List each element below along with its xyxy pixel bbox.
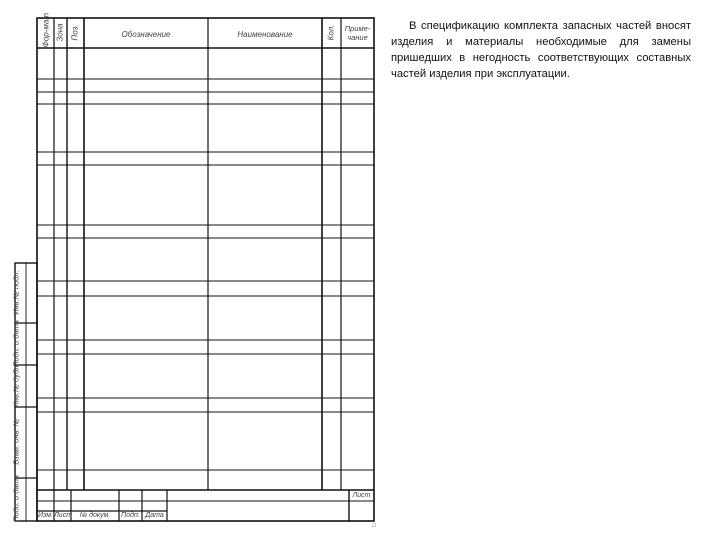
col-name-header: Наименование (237, 30, 293, 39)
side-stamp-inv-orig: Инв.№ подл. (11, 270, 21, 315)
title-sheet-number-label: Лист (352, 492, 371, 499)
title-date-label: Дата (145, 512, 164, 519)
side-stamp-inv-dubl: Инв.№ дубл. (11, 363, 21, 408)
title-change-label: Изм. (38, 512, 53, 519)
col-designation-header: Обозначение (121, 30, 171, 39)
col-quantity-header: Кол. (326, 24, 336, 41)
description-text: В спецификацию комплекта запасных частей вносят изделия и материалы необходимые для замены пришедших в негодность соответствующих составных частей изделия при эксплуатации. (391, 20, 691, 80)
col-zone-header: Зона (55, 23, 65, 42)
side-stamp-sign-date-2: Подп. и дата (11, 475, 21, 522)
col-format-header: Фор-мат (41, 12, 51, 48)
side-stamp-vzam-inv: Взам. инв. № (11, 418, 21, 465)
title-signature-label: Подп. (121, 512, 140, 519)
page-number: 11 (371, 523, 377, 529)
title-doc-no-label: № докум. (79, 512, 111, 519)
col-position-header: Поз. (70, 24, 80, 41)
col-note-header: Приме-чание (344, 24, 371, 42)
side-stamp-sign-date-1: Подп. и дата (11, 320, 21, 367)
title-sheet-label: Лист (54, 512, 73, 519)
form-frame (37, 12, 374, 521)
